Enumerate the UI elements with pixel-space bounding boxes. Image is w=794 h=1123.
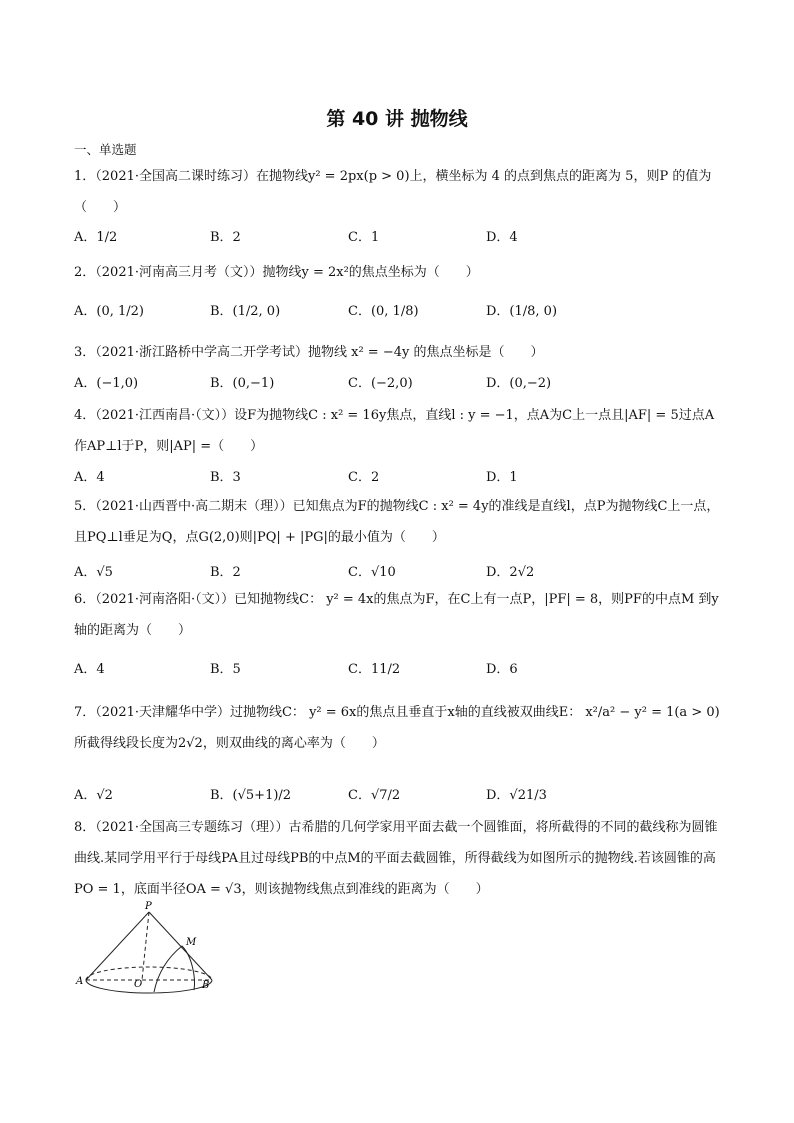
question-3-stem: 3．（2021·浙江路桥中学高二开学考试）抛物线 x² = −4y 的焦点坐标是（ ） (74, 345, 544, 360)
option-a: A．√5 (74, 565, 113, 580)
option-b: B．(1/2, 0) (210, 304, 281, 319)
option-a: A．(0, 1/2) (74, 304, 144, 319)
option-d: D．4 (486, 230, 518, 245)
question-8-stem: 8．（2021·全国高三专题练习（理））古希腊的几何学家用平面去截一个圆锥面，将所截得的不同的截线称为圆锥曲线.某同学用平行于母线PA且过母线PB的中点M的平面去截圆锥，所得截线为如图所示的抛物线.若该圆锥的高PO = 1，底面半径OA = √3，则该抛物线焦点到准线的距离为（ ） (74, 820, 718, 897)
option-d: D．6 (486, 662, 518, 677)
option-c: C．2 (348, 470, 380, 485)
option-a: A．(−1,0) (74, 376, 139, 391)
option-d: D．√21/3 (486, 788, 547, 803)
option-b: B．(√5+1)/2 (210, 788, 292, 803)
page-title: 第 40 讲 抛物线 (326, 108, 468, 130)
option-d: D．(0,−2) (486, 376, 552, 391)
option-b: B．2 (210, 230, 241, 245)
label-a: A (76, 976, 84, 987)
question-2-options (74, 300, 724, 328)
question-7-stem: 7．（2021·天津耀华中学）过抛物线C： y² = 6x的焦点且垂直于x轴的直线被双曲线E： x²/a² − y² = 1(a > 0)所截得线段长度为2√2，则双曲线的离心率为（ ） (74, 705, 720, 751)
option-c: C．1 (348, 230, 380, 245)
question-2-stem: 2．（2021·河南高三月考（文））抛物线y = 2x²的焦点坐标为（ ） (74, 265, 479, 280)
option-b: B．(0,−1) (210, 376, 275, 391)
parabola-section (154, 946, 195, 992)
label-m: M (186, 937, 197, 948)
question-6-options (74, 658, 724, 686)
option-c: C．11/2 (348, 662, 401, 677)
option-b: B．2 (210, 565, 241, 580)
option-d: D．(1/8, 0) (486, 304, 558, 319)
option-c: C．√10 (348, 565, 396, 580)
option-a: A．√2 (74, 788, 113, 803)
option-c: C．(0, 1/8) (348, 304, 419, 319)
question-6-stem: 6．（2021·河南洛阳·（文））已知抛物线C： y² = 4x的焦点为F，在C上有一点P，|PF| = 8，则PF的中点M 到y轴的距离为（ ） (74, 592, 719, 638)
option-b: B．3 (210, 470, 241, 485)
generatrix-pa (86, 912, 149, 980)
option-a: A．1/2 (74, 230, 118, 245)
label-o: O (134, 979, 143, 990)
option-a: A．4 (74, 470, 105, 485)
height-po (142, 912, 149, 980)
generatrix-pb (149, 912, 212, 980)
question-4-stem: 4．（2021·江西南昌·（文））设F为抛物线C : x² = 16y焦点，直线l : y = −1，点A为C上一点且|AF| = 5过点A作AP⊥l于P，则|AP| =（ ） (74, 408, 715, 454)
question-7-options (74, 784, 724, 812)
cone-figure (74, 898, 224, 998)
option-c: C．(−2,0) (348, 376, 413, 391)
option-a: A．4 (74, 662, 105, 677)
question-3-options (74, 372, 724, 400)
label-b: B (202, 980, 210, 991)
option-d: D．1 (486, 470, 518, 485)
base-front-arc (86, 980, 212, 993)
option-d: D．2√2 (486, 565, 535, 580)
option-b: B．5 (210, 662, 241, 677)
label-p: P (145, 901, 152, 912)
question-1-stem: 1．（2021·全国高二课时练习）在抛物线y² = 2px(p > 0)上，横坐标为 4 的点到焦点的距离为 5，则P 的值为（ ） (74, 169, 712, 215)
question-5-stem: 5．（2021·山西晋中·高二期末（理））已知焦点为F的抛物线C : x² = 4y的准线是直线l，点P为抛物线C上一点，且PQ⊥l垂足为Q，点G(2,0)则|PQ| + |PG|的最小值为（ ） (74, 499, 720, 545)
section-heading: 一、单选题 (74, 142, 137, 157)
question-4-options (74, 466, 724, 494)
option-c: C．√7/2 (348, 788, 401, 803)
question-1-options (74, 226, 724, 254)
